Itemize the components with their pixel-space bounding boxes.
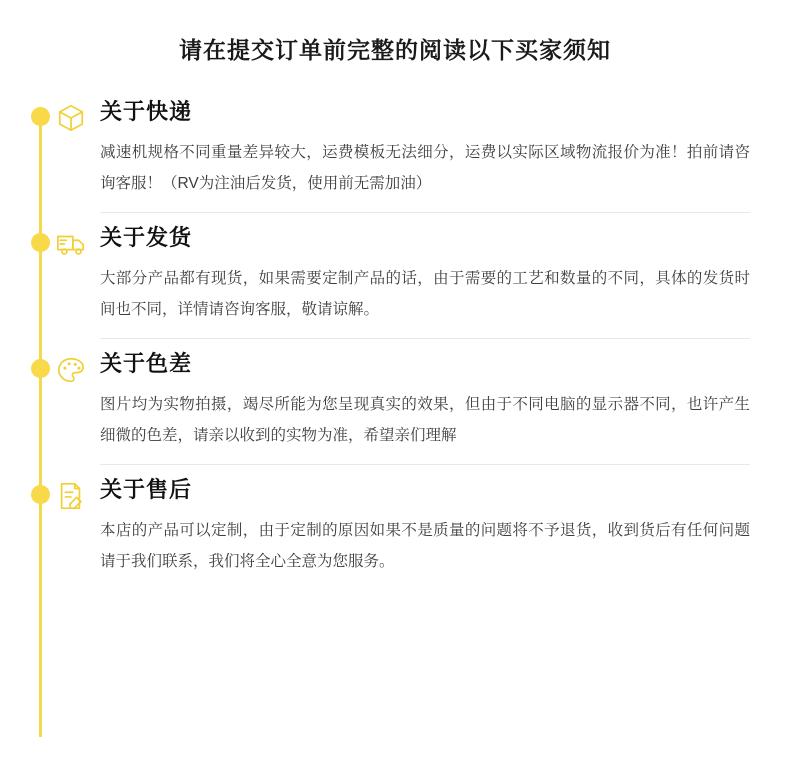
- section-body: 减速机规格不同重量差异较大，运费模板无法细分，运费以实际区域物流报价为准！拍前请咨询客服！（RV为注油后发货，使用前无需加油）: [100, 144, 750, 192]
- section-title: 关于售后: [100, 477, 193, 502]
- truck-icon: [56, 229, 86, 259]
- section-body: 大部分产品都有现货，如果需要定制产品的话，由于需要的工艺和数量的不同，具体的发货时间也不同，详情请咨询客服，敬请谅解。: [100, 270, 750, 318]
- document-pencil-icon: [56, 481, 86, 511]
- notice-section-color: [0, 349, 790, 465]
- section-body: 图片均为实物拍摄，竭尽所能为您呈现真实的效果，但由于不同电脑的显示器不同，也许产生细微的色差，请亲以收到的实物为准，希望亲们理解: [100, 396, 750, 444]
- box-icon: [56, 103, 86, 133]
- timeline-dot: [31, 107, 50, 126]
- palette-icon: [56, 355, 86, 385]
- timeline-dot: [31, 233, 50, 252]
- notice-section-list: [0, 97, 790, 591]
- page-title: 请在提交订单前完整的阅读以下买家须知: [179, 37, 611, 63]
- section-divider: [100, 212, 750, 213]
- section-title: 关于发货: [100, 225, 193, 250]
- timeline-dot: [31, 359, 50, 378]
- notice-section-express: [0, 97, 790, 213]
- section-body: 本店的产品可以定制，由于定制的原因如果不是质量的问题将不予退货，收到货后有任何问题请于我们联系，我们将全心全意为您服务。: [100, 522, 750, 570]
- section-divider: [100, 338, 750, 339]
- notice-section-aftersales: [0, 475, 790, 591]
- notice-section-shipping: [0, 223, 790, 339]
- timeline-dot: [31, 485, 50, 504]
- section-title: 关于快递: [100, 99, 193, 124]
- section-title: 关于色差: [100, 351, 193, 376]
- section-divider: [100, 464, 750, 465]
